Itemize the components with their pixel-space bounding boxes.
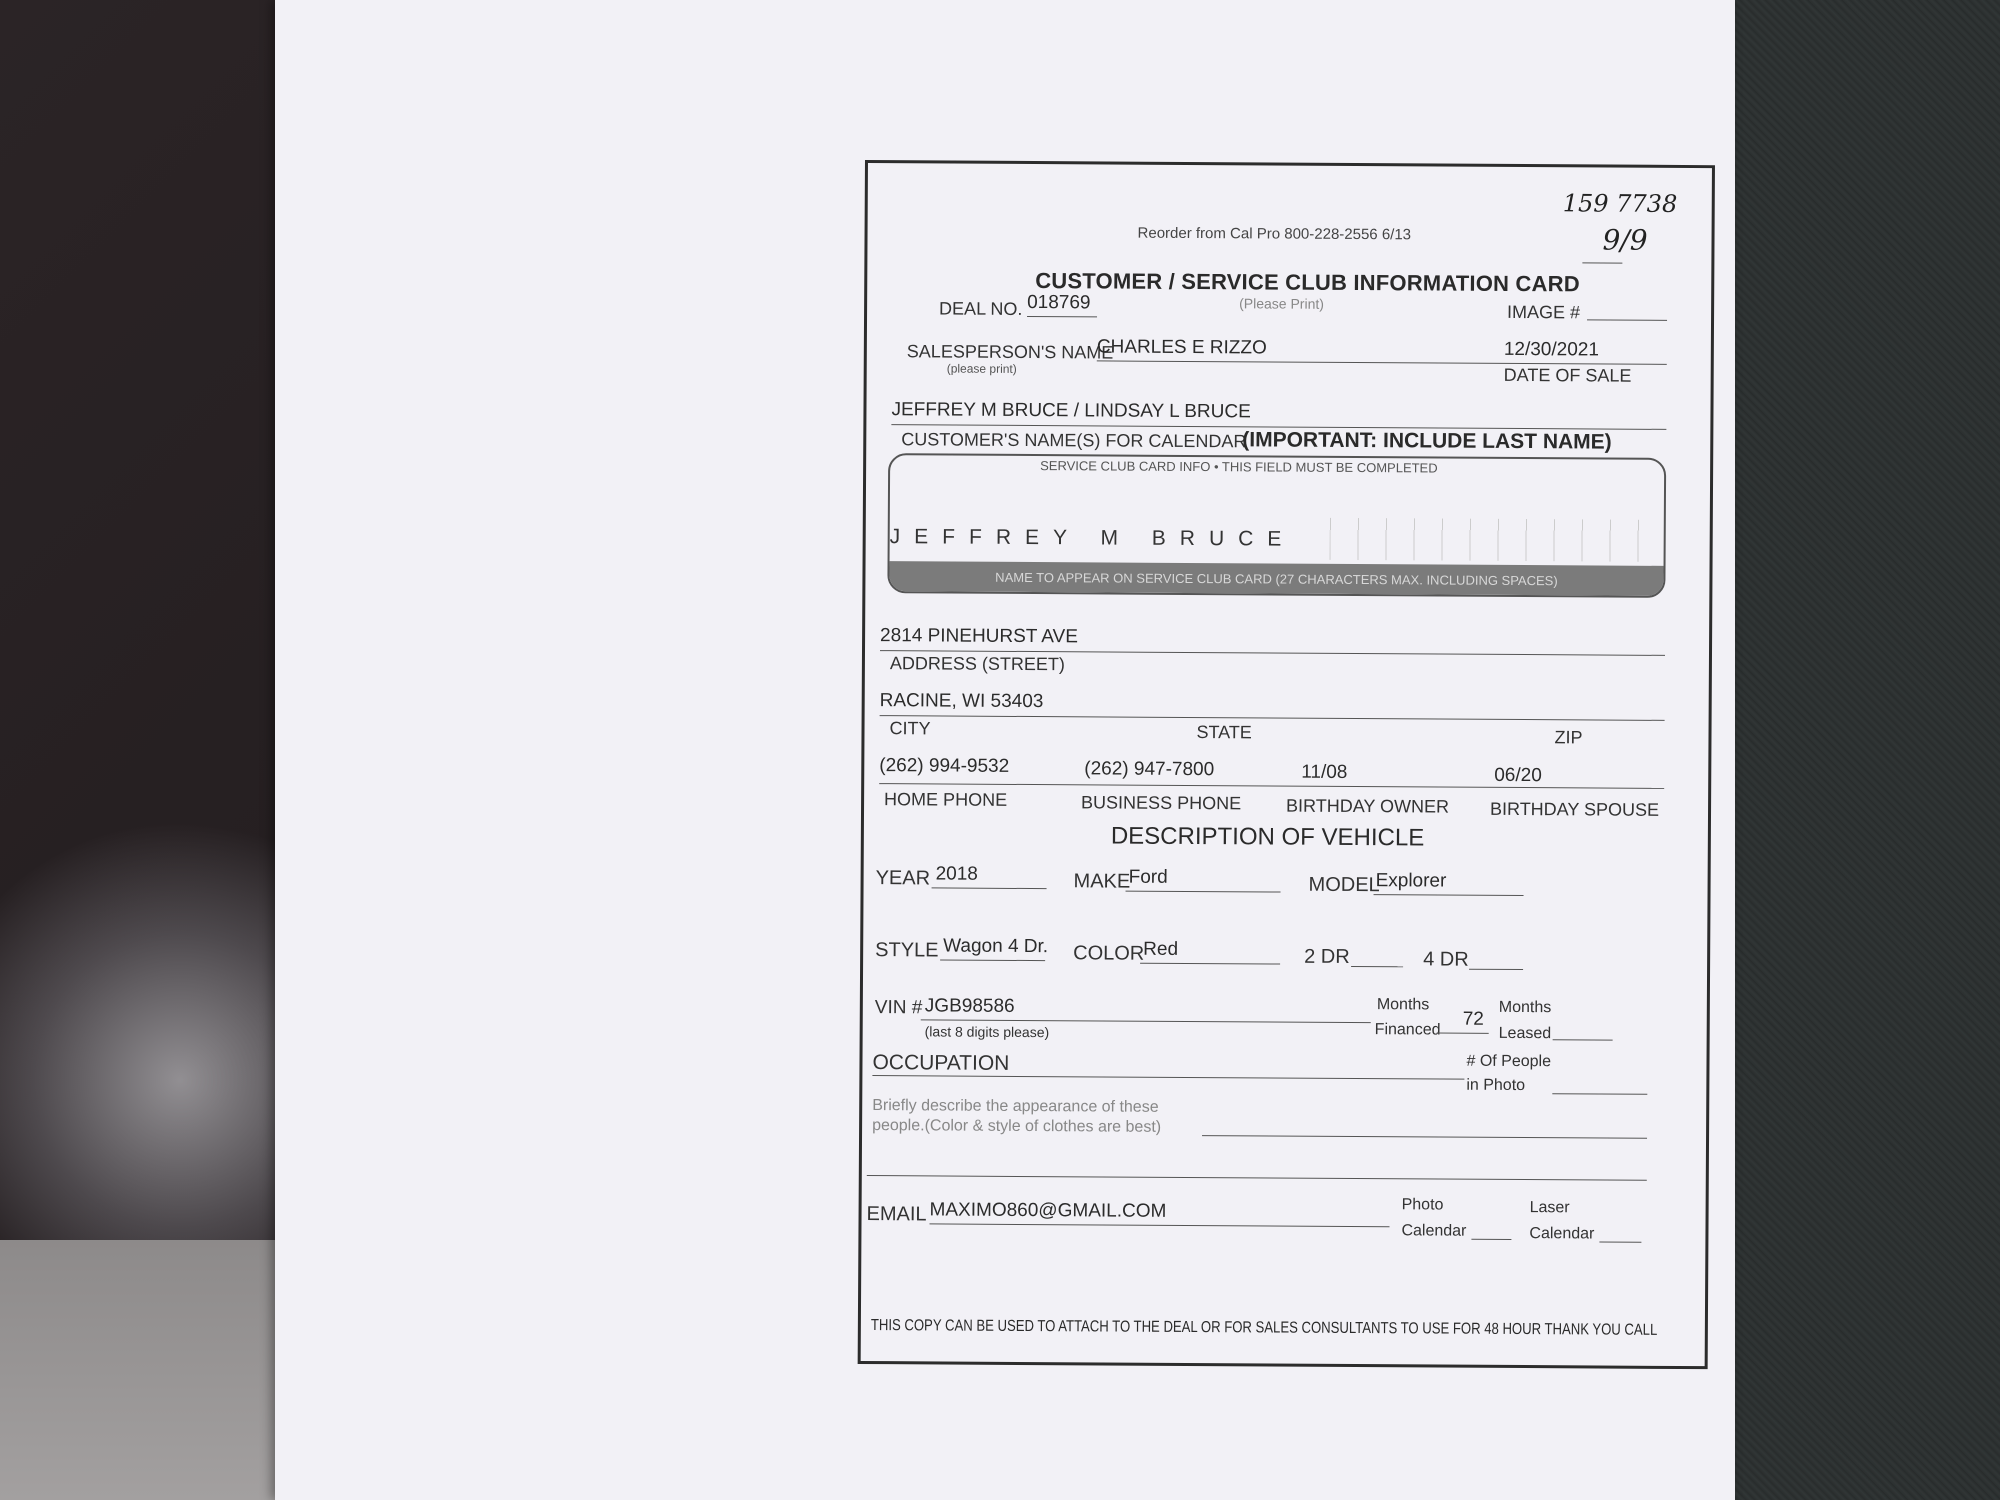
deal-no-value: 018769 bbox=[1027, 291, 1091, 314]
year-value: 2018 bbox=[935, 863, 978, 885]
people-label-1: # Of People bbox=[1466, 1052, 1552, 1071]
city-label: CITY bbox=[889, 718, 931, 739]
model-value: Explorer bbox=[1375, 870, 1447, 892]
home-phone-label: HOME PHONE bbox=[884, 789, 1008, 810]
home-phone-value: (262) 994-9532 bbox=[879, 755, 1010, 777]
image-no-label: IMAGE # bbox=[1507, 301, 1581, 323]
salesperson-label: SALESPERSON'S NAME bbox=[906, 341, 1114, 363]
card-footer: THIS COPY CAN BE USED TO ATTACH TO THE DEAL OR FOR SALES CONSULTANTS TO USE FOR 48 HOUR THANK YOU CALL bbox=[870, 1317, 1658, 1339]
customer-names-label: CUSTOMER'S NAME(S) FOR CALENDAR bbox=[901, 429, 1247, 452]
vin-sub: (last 8 digits please) bbox=[924, 1023, 1050, 1041]
laser-calendar-line bbox=[1599, 1242, 1641, 1243]
two-door-line bbox=[1351, 966, 1403, 967]
four-door-label: 4 DR bbox=[1423, 948, 1469, 971]
salesperson-value: CHARLES E RIZZO bbox=[1096, 336, 1267, 359]
address-label: ADDRESS (STREET) bbox=[889, 653, 1066, 675]
zip-label: ZIP bbox=[1554, 727, 1583, 748]
email-line bbox=[929, 1223, 1389, 1227]
describe-line bbox=[1202, 1135, 1647, 1139]
birthday-spouse-label: BIRTHDAY SPOUSE bbox=[1489, 798, 1660, 820]
months-leased-label-2: Leased bbox=[1498, 1024, 1552, 1043]
customer-names-value: JEFFREY M BRUCE / LINDSAY L BRUCE bbox=[891, 399, 1251, 423]
character-grid bbox=[1330, 518, 1660, 562]
background-cloth bbox=[1730, 0, 2000, 1500]
people-label-2: in Photo bbox=[1466, 1076, 1526, 1095]
photo-calendar-label-2: Calendar bbox=[1401, 1222, 1467, 1240]
handwritten-number: 159 7738 bbox=[1562, 189, 1678, 218]
sale-date-value: 12/30/2021 bbox=[1503, 338, 1600, 361]
birthday-owner-value: 11/08 bbox=[1301, 761, 1348, 783]
reorder-info: Reorder from Cal Pro 800-228-2556 6/13 bbox=[1137, 224, 1412, 244]
birthday-spouse-value: 06/20 bbox=[1494, 764, 1542, 787]
photo-calendar-line bbox=[1471, 1239, 1511, 1240]
vin-label: VIN # bbox=[874, 997, 923, 1019]
service-club-name: JEFFREY M BRUCE bbox=[889, 525, 1296, 551]
two-door-label: 2 DR bbox=[1304, 945, 1350, 968]
vin-value: JGB98586 bbox=[924, 995, 1015, 1017]
birthday-owner-label: BIRTHDAY OWNER bbox=[1286, 795, 1450, 817]
business-phone-label: BUSINESS PHONE bbox=[1081, 792, 1242, 814]
occupation-line bbox=[872, 1075, 1464, 1080]
color-line bbox=[1140, 963, 1280, 965]
deal-no-line bbox=[1027, 316, 1097, 317]
city-line bbox=[880, 715, 1665, 721]
year-label: YEAR bbox=[875, 867, 931, 890]
vehicle-heading: DESCRIPTION OF VEHICLE bbox=[1110, 822, 1425, 852]
email-label: EMAIL bbox=[866, 1203, 927, 1226]
business-phone-value: (262) 947-7800 bbox=[1084, 758, 1215, 781]
occupation-label: OCCUPATION bbox=[872, 1051, 1010, 1075]
phones-line bbox=[879, 783, 1664, 789]
handwritten-underline bbox=[1582, 262, 1622, 263]
salesperson-sub: (please print) bbox=[946, 361, 1017, 376]
city-value: RACINE, WI 53403 bbox=[879, 690, 1044, 713]
make-value: Ford bbox=[1128, 866, 1168, 888]
photo-calendar-label-1: Photo bbox=[1401, 1196, 1444, 1214]
address-value: 2814 PINEHURST AVE bbox=[880, 625, 1078, 648]
service-club-box bbox=[887, 453, 1666, 598]
months-financed-label-2: Financed bbox=[1374, 1021, 1441, 1039]
information-card bbox=[858, 160, 1715, 1369]
sale-date-label: DATE OF SALE bbox=[1503, 364, 1632, 386]
style-label: STYLE bbox=[875, 939, 939, 962]
service-club-header: SERVICE CLUB CARD INFO • THIS FIELD MUST BE COMPLETED bbox=[1040, 458, 1438, 476]
laser-calendar-label-1: Laser bbox=[1529, 1199, 1570, 1217]
make-label: MAKE bbox=[1073, 870, 1131, 893]
deal-no-label: DEAL NO. bbox=[939, 298, 1023, 319]
color-value: Red bbox=[1143, 938, 1179, 960]
months-financed-value: 72 bbox=[1462, 1008, 1484, 1030]
style-value: Wagon 4 Dr. bbox=[943, 935, 1049, 958]
state-label: STATE bbox=[1196, 722, 1252, 743]
service-club-footer: NAME TO APPEAR ON SERVICE CLUB CARD (27 CHARACTERS MAX. INCLUDING SPACES) bbox=[889, 561, 1663, 596]
year-line bbox=[932, 887, 1047, 889]
describe-extra-line bbox=[867, 1175, 1647, 1181]
style-line bbox=[940, 959, 1045, 961]
important-note: (IMPORTANT: INCLUDE LAST NAME) bbox=[1242, 428, 1612, 454]
handwritten-date: 9/9 bbox=[1602, 223, 1648, 257]
model-label: MODEL bbox=[1308, 873, 1380, 897]
people-line bbox=[1552, 1093, 1647, 1095]
laser-calendar-label-2: Calendar bbox=[1529, 1225, 1595, 1243]
describe-line-1: Briefly describe the appearance of these bbox=[872, 1097, 1159, 1116]
describe-line-2: people.(Color & style of clothes are best) bbox=[872, 1117, 1162, 1136]
model-line bbox=[1374, 894, 1524, 896]
email-value: MAXIMO860@GMAIL.COM bbox=[929, 1199, 1167, 1222]
make-line bbox=[1126, 891, 1281, 893]
four-door-line bbox=[1469, 969, 1523, 970]
please-print-note: (Please Print) bbox=[1239, 295, 1324, 312]
paper-sheet bbox=[275, 0, 1735, 1500]
card-title: CUSTOMER / SERVICE CLUB INFORMATION CARD bbox=[1035, 268, 1580, 297]
months-financed-label-1: Months bbox=[1376, 996, 1430, 1014]
floor bbox=[0, 1240, 290, 1500]
months-leased-label-1: Months bbox=[1498, 998, 1552, 1017]
vin-line bbox=[921, 1019, 1371, 1023]
months-financed-line bbox=[1437, 1033, 1489, 1034]
months-leased-line bbox=[1553, 1039, 1613, 1040]
color-label: COLOR bbox=[1073, 942, 1145, 965]
image-no-line bbox=[1587, 319, 1667, 320]
